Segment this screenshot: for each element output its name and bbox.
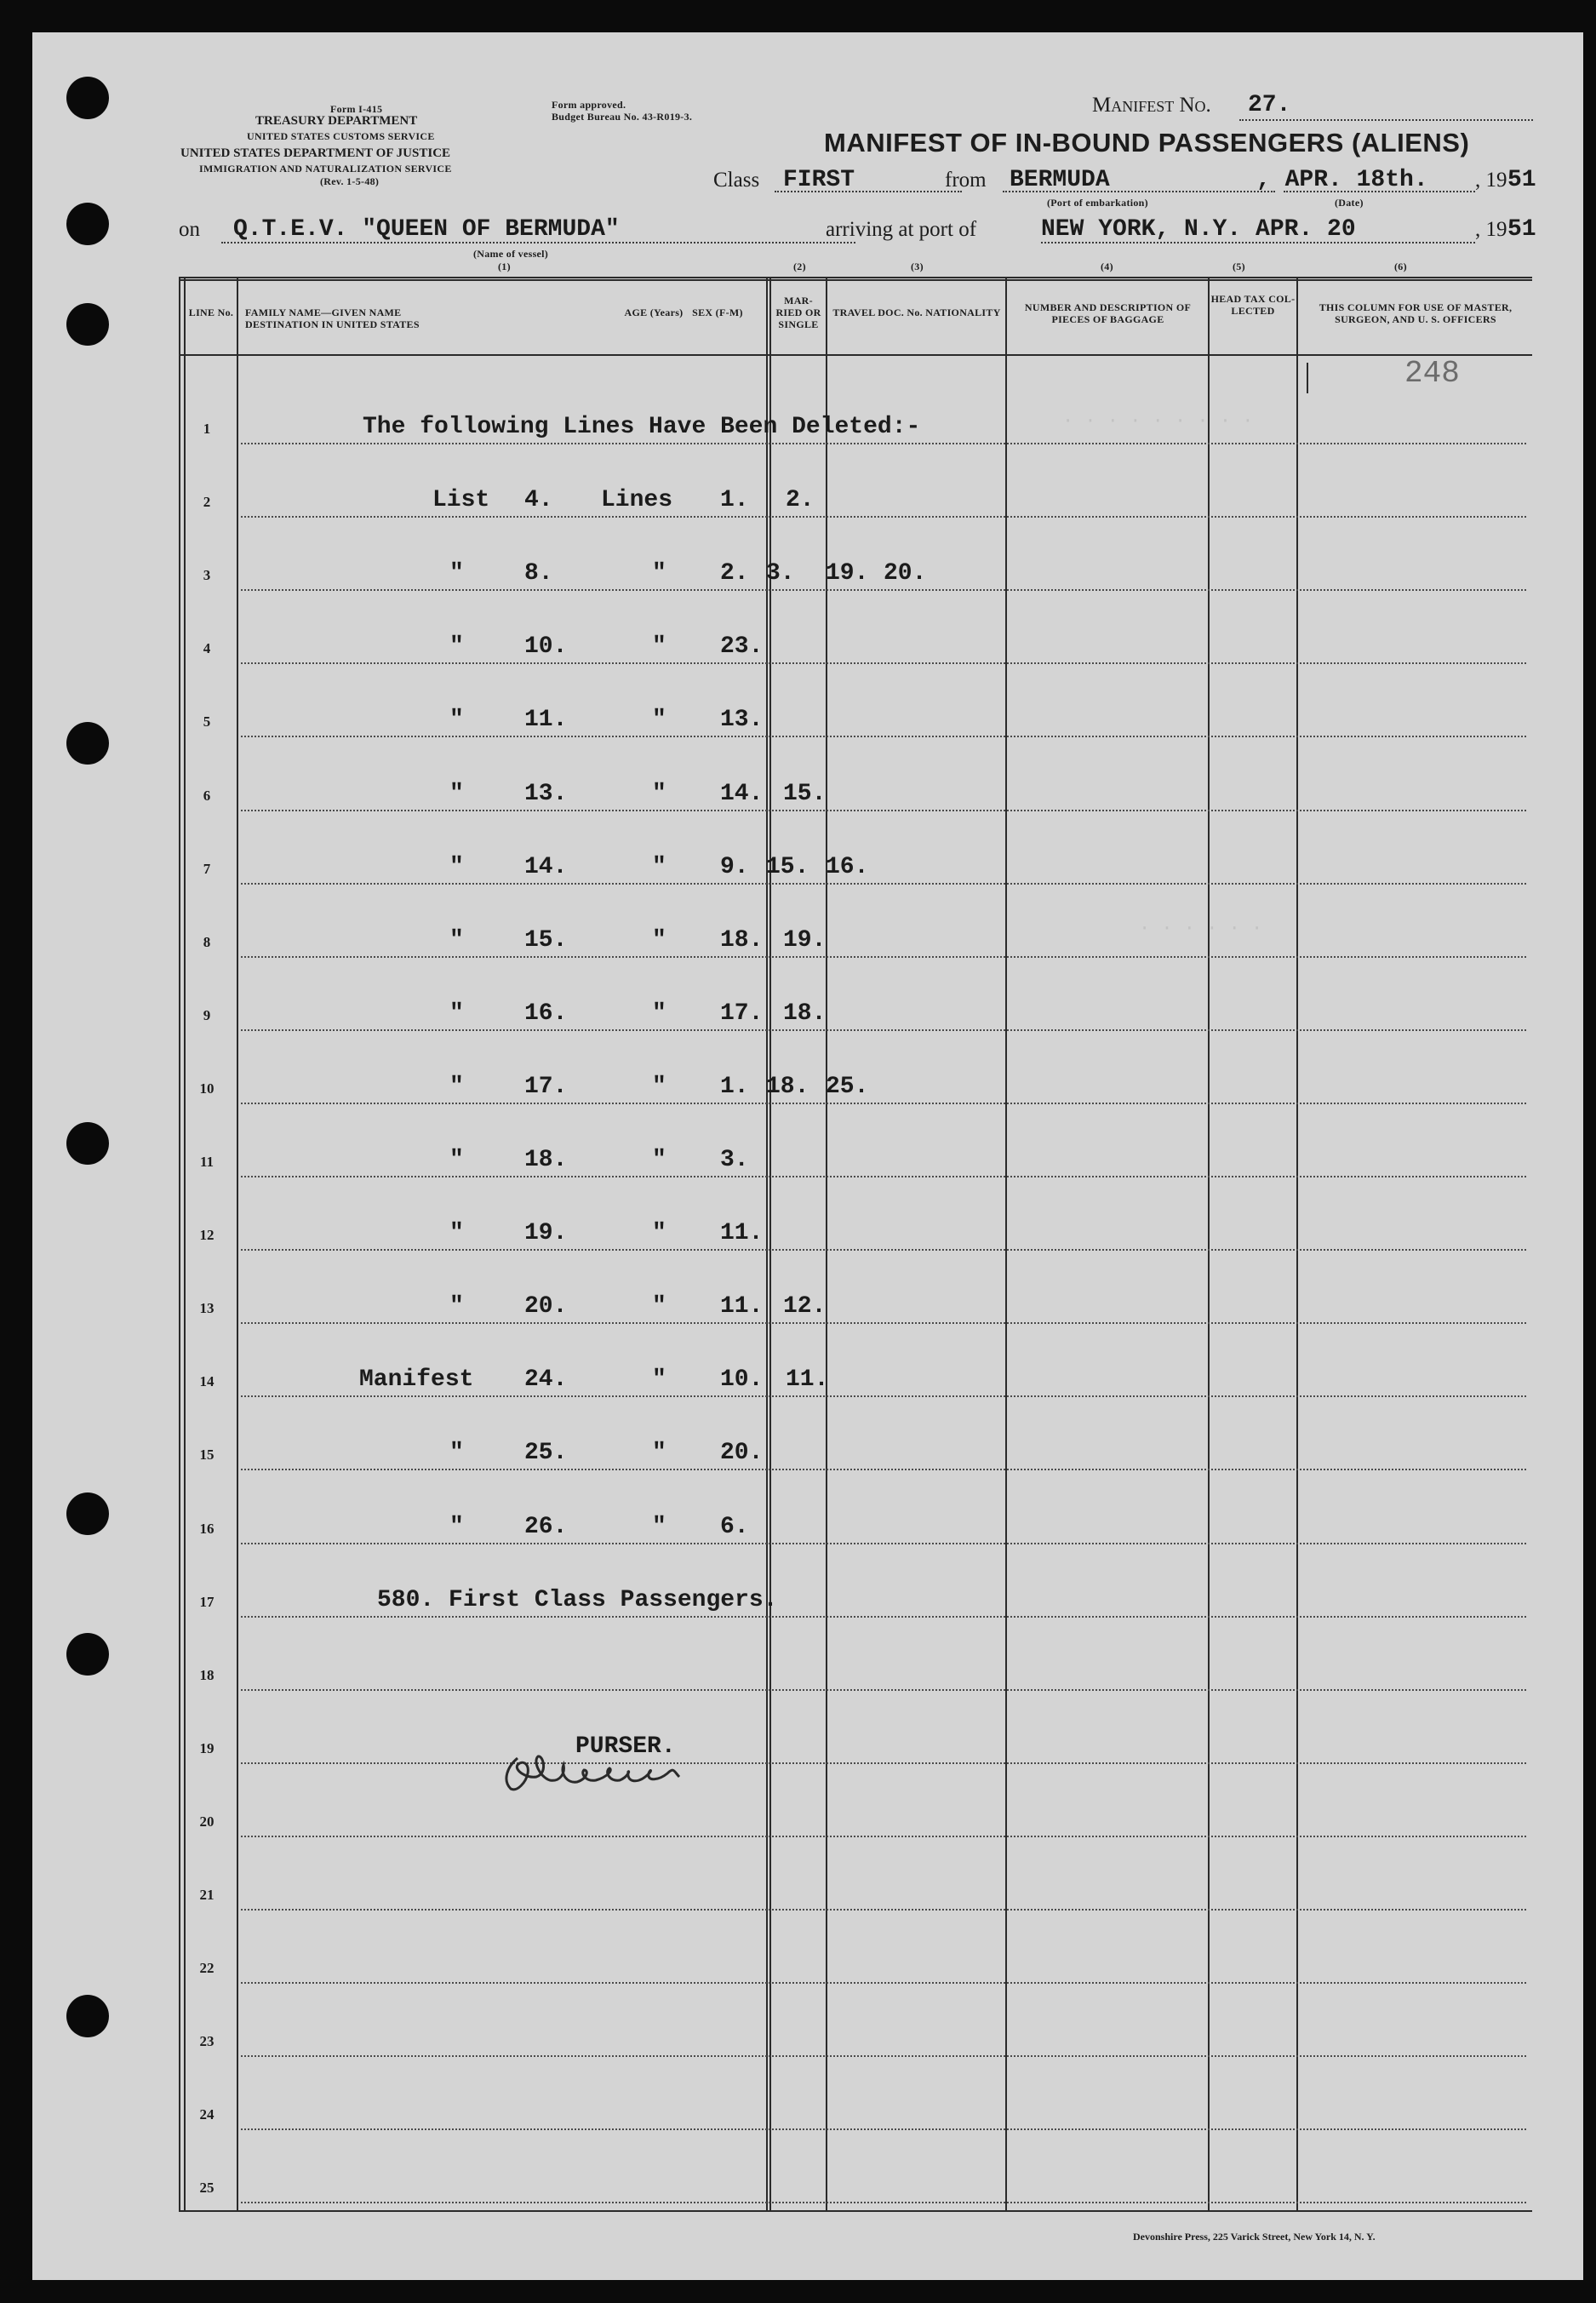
row-cell: 25. [524,1440,568,1467]
row-cell: 13. [524,780,568,807]
customs-service: UNITED STATES CUSTOMS SERVICE [247,130,435,142]
row-cell: " [449,1513,464,1540]
line-number: 20 [199,1813,215,1830]
row-line [241,1176,1526,1177]
table-left-border [179,277,180,2212]
row-line [241,1029,1526,1031]
row-cell: 19. [783,926,827,954]
year-prefix-1: , 19 [1475,169,1507,192]
row-cell: Manifest [359,1366,474,1394]
budget-bureau: Budget Bureau No. 43-R019-3. [552,111,693,123]
col-index-2: (2) [793,261,806,272]
row-cell: Lines [601,487,673,514]
line-number: 21 [199,1887,215,1903]
row-cell: 16. [524,1000,568,1027]
page-title: MANIFEST OF IN-BOUND PASSENGERS (ALIENS) [824,128,1470,158]
row-text: 580. First Class Passengers. [377,1586,778,1613]
row-cell: 1. [720,487,749,514]
header-age: AGE (Years) [624,306,684,318]
line-number: 15 [199,1447,215,1464]
row-line [241,589,1526,591]
line-number: 14 [199,1373,215,1390]
row-cell: 26. [524,1513,568,1540]
line-number: 5 [203,713,211,730]
row-cell: " [449,1440,464,1467]
row-cell: 11. [524,707,568,734]
row-line [241,810,1526,811]
line-number: 13 [199,1300,215,1317]
punch-hole-icon [66,1122,109,1165]
table-left-border-2 [184,277,186,2212]
col-index-4: (4) [1101,261,1113,272]
table-top-border [179,277,1532,278]
col-index-5: (5) [1233,261,1245,272]
row-cell: " [652,1366,666,1394]
manifest-no-label: Manifest No. [1092,94,1211,117]
row-cell: 20. [720,1440,764,1467]
row-line [241,883,1526,885]
year-prefix-2: , 19 [1475,218,1507,241]
col-index-1: (1) [498,261,511,272]
row-text: The following Lines Have Been Deleted:- [363,414,921,440]
row-cell: 10. [524,633,568,661]
line-number: 2 [203,494,211,511]
row-text: PURSER. [575,1733,676,1760]
row-cell: 10. [720,1366,764,1394]
col-divider [1208,277,1210,2212]
row-cell: " [652,1220,666,1247]
immigration-service: IMMIGRATION AND NATURALIZATION SERVICE [199,163,452,175]
year-suffix-1: 51 [1507,167,1536,193]
header-travel-doc: TRAVEL DOC. No. NATIONALITY [832,306,1001,318]
manifest-page [32,32,1583,2280]
row-cell: 1. [720,1073,749,1100]
row-cell: " [652,926,666,954]
table-top-border-2 [179,279,1532,281]
row-cell: " [652,1293,666,1321]
punch-hole-icon [66,1633,109,1676]
col-index-3: (3) [911,261,924,272]
row-cell: 14. [720,780,764,807]
line-number: 1 [203,421,211,437]
table-bottom-border [179,2210,1532,2212]
header-officers: THIS COLUMN FOR USE OF MASTER, SURGEON, AND U. S. OFFICERS [1319,301,1513,325]
officer-mark [1307,363,1308,393]
row-cell: 15. [766,853,809,880]
arriving-label: arriving at port of [826,218,977,241]
row-cell: 16. [826,853,869,880]
row-cell: 25. [826,1073,869,1100]
row-cell: 15. [783,780,827,807]
form-number: Form I-415 [330,103,383,115]
row-cell: 18. [720,926,764,954]
row-cell: " [449,1147,464,1173]
row-cell: " [652,1440,666,1467]
row-cell: " [652,633,666,661]
col-divider [1296,277,1298,2212]
year-suffix-2: 51 [1507,216,1536,243]
row-cell: " [449,1073,464,1100]
vessel-caption: (Name of vessel) [473,248,549,260]
row-line [241,1322,1526,1324]
row-cell: " [449,1000,464,1027]
manifest-no-line [1239,119,1533,121]
line-number: 16 [199,1520,215,1537]
line-number: 18 [199,1666,215,1683]
vessel-value: Q.T.E.V. "QUEEN OF BERMUDA" [233,216,620,243]
row-cell: " [449,1293,464,1321]
bleed-through-text: · · · · · · · · · [1062,410,1254,432]
row-cell: 24. [524,1366,568,1394]
col-divider [1005,277,1007,2212]
row-line [241,1103,1526,1104]
header-destination: DESTINATION IN UNITED STATES [245,318,420,330]
justice-department: UNITED STATES DEPARTMENT OF JUSTICE [180,146,451,160]
date-caption: (Date) [1335,197,1364,209]
row-cell: " [652,707,666,734]
row-cell: " [652,560,666,587]
bleed-through-text: · · · · · · [1139,918,1263,939]
class-value: FIRST [783,167,855,193]
class-label: Class [713,169,760,192]
row-cell: 11. [720,1220,764,1247]
row-cell: 17. [524,1073,568,1100]
row-cell: 18. [766,1073,809,1100]
row-line [241,516,1526,518]
row-cell: 20. [524,1293,568,1321]
line-number: 10 [199,1080,215,1097]
col-divider [237,277,238,2212]
row-line [241,1616,1526,1618]
row-cell: " [652,780,666,807]
row-line [241,662,1526,664]
row-cell: 12. [783,1293,827,1321]
row-cell: 4. [524,487,553,514]
from-value: BERMUDA [1010,167,1110,193]
on-label: on [179,218,200,241]
row-cell: 6. [720,1513,749,1540]
row-cell: 19. [826,560,869,587]
row-cell: 11. [720,1293,764,1321]
port-of-embarkation-caption: (Port of embarkation) [1047,197,1148,209]
header-married: MAR-RIED OR SINGLE [775,295,821,330]
form-approved: Form approved. [552,99,626,111]
row-line [241,1469,1526,1470]
header-sex: SEX (F-M) [692,306,743,318]
line-number: 7 [203,860,211,877]
row-cell: 2. [786,487,815,514]
row-cell: " [652,853,666,880]
row-cell: " [652,1147,666,1173]
row-cell: 11. [786,1366,829,1394]
line-number: 11 [199,1154,215,1170]
manifest-no-value: 27. [1248,92,1291,118]
row-cell: " [652,1073,666,1100]
row-cell: 19. [524,1220,568,1247]
row-cell: 3. [720,1147,749,1173]
row-cell: 18. [524,1147,568,1173]
row-cell: " [449,560,464,587]
row-line [241,1395,1526,1397]
row-cell: 17. [720,1000,764,1027]
row-line [241,2202,1526,2203]
line-number: 22 [199,1960,215,1977]
row-cell: 15. [524,926,568,954]
line-number: 6 [203,787,211,804]
printer-imprint: Devonshire Press, 225 Varick Street, New York 14, N. Y. [1133,2231,1376,2243]
row-cell: 20. [884,560,927,587]
table-header-border [179,354,1532,356]
punch-hole-icon [66,203,109,245]
row-line [241,1982,1526,1984]
header-family-name: FAMILY NAME—GIVEN NAME [245,306,402,318]
line-number: 25 [199,2180,215,2197]
row-line [241,956,1526,958]
col-index-6: (6) [1394,261,1407,272]
row-line [241,2128,1526,2130]
row-line [241,443,1526,444]
line-number: 19 [199,1739,215,1756]
row-line [241,1909,1526,1911]
punch-hole-icon [66,1995,109,2037]
punch-hole-icon [66,303,109,346]
row-cell: 8. [524,560,553,587]
row-cell: " [652,1000,666,1027]
punch-hole-icon [66,77,109,119]
purser-signature [492,1739,781,1807]
header-line-no: LINE No. [188,306,234,318]
row-line [241,1762,1526,1764]
line-number: 12 [199,1227,215,1244]
header-head-tax: HEAD TAX COL-LECTED [1210,293,1296,317]
row-cell: 23. [720,633,764,661]
stamp-number: 248 [1404,356,1460,391]
line-number: 23 [199,2033,215,2050]
row-cell: " [449,853,464,880]
treasury-department: TREASURY DEPARTMENT [255,114,418,128]
row-cell: 3. [766,560,795,587]
date-value: , APR. 18th. [1256,167,1428,193]
form-revision: (Rev. 1-5-48) [320,175,380,187]
row-cell: " [449,926,464,954]
line-number: 3 [203,567,211,584]
line-number: 9 [203,1006,211,1023]
line-number: 4 [203,640,211,657]
row-cell: 9. [720,853,749,880]
row-cell: 18. [783,1000,827,1027]
punch-hole-icon [66,722,109,765]
row-cell: 2. [720,560,749,587]
row-line [241,1689,1526,1691]
from-label: from [945,169,987,192]
line-number: 8 [203,933,211,950]
row-cell: " [449,707,464,734]
row-line [241,1543,1526,1544]
row-cell: " [449,633,464,661]
row-line [241,1249,1526,1251]
row-cell: " [449,1220,464,1247]
row-line [241,736,1526,737]
row-cell: 13. [720,707,764,734]
row-cell: " [652,1513,666,1540]
row-cell: " [449,780,464,807]
arriving-value: NEW YORK, N.Y. APR. 20 [1041,216,1356,243]
row-line [241,1836,1526,1837]
row-line [241,2055,1526,2057]
header-baggage: NUMBER AND DESCRIPTION OF PIECES OF BAGGAGE [1024,301,1192,325]
row-cell: 14. [524,853,568,880]
line-number: 17 [199,1593,215,1610]
row-cell: List [432,487,490,514]
punch-hole-icon [66,1492,109,1535]
line-number: 24 [199,2106,215,2123]
